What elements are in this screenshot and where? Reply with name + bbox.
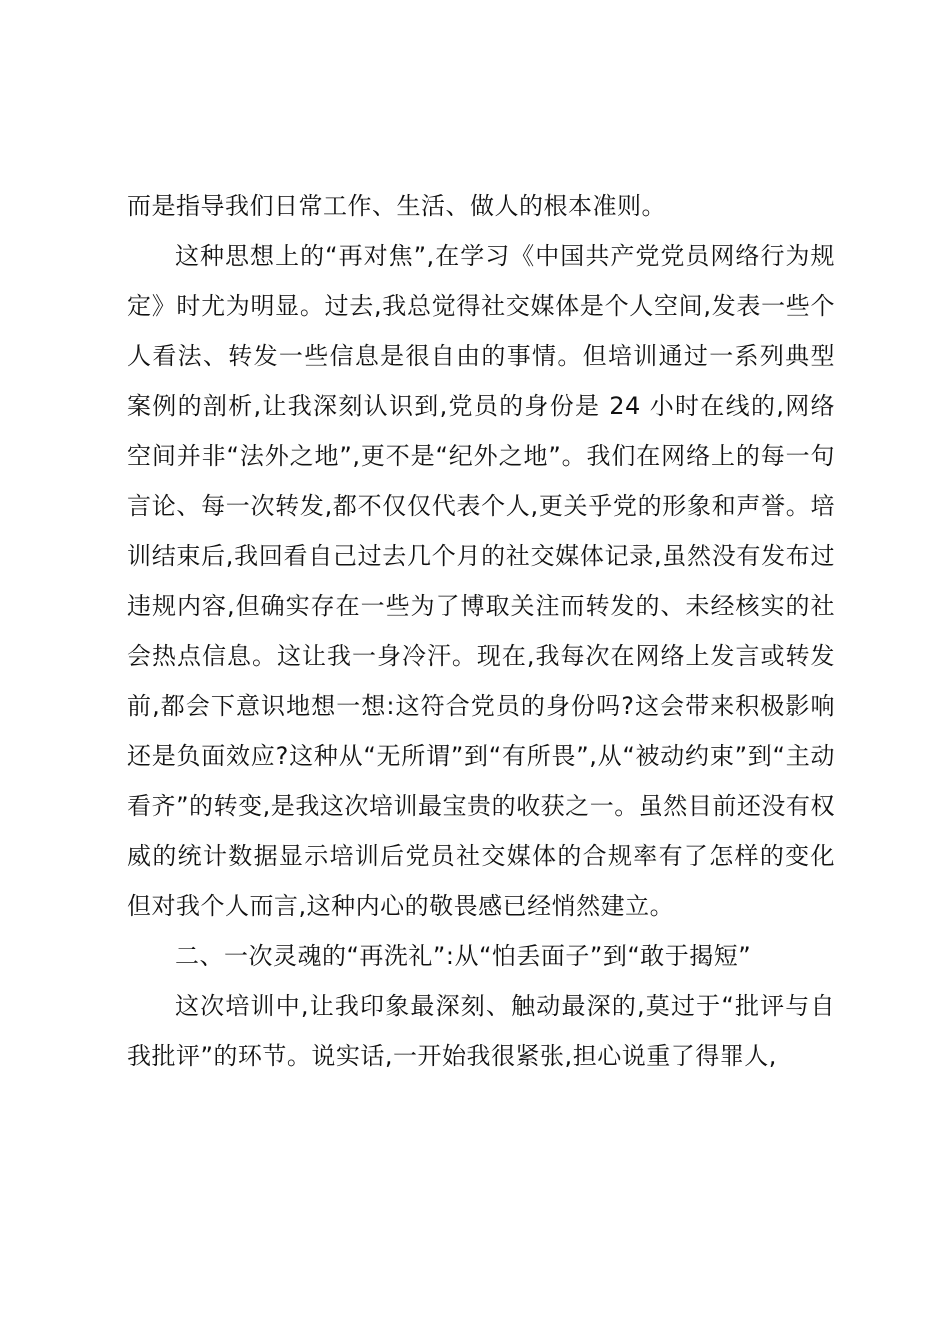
paragraph-continuation: 而是指导我们日常工作、生活、做人的根本准则。 [127,192,666,220]
paragraph-network-conduct: 这种思想上的“再对焦”,在学习《中国共产党党员网络行为规定》时尤为明显。过去,我总觉得社交媒体是个人空间,发表一些个人看法、转发一些信息是很自由的事情。但培训通过一系列典型案例的剖析,让我深刻认识到,党员的身份是 24 小时在线的,网络空间并非“法外之地”,更不是“纪外之地”。我们在网络上的每一句言论、每一次转发,都不仅仅代表个人,更关乎党的形象和声誉。培训结束后,我回看自己过去几个月的社交媒体记录,虽然没有发布过违规内容,但确实存在一些为了博取关注而转发的、未经核实的社会热点信息。这让我一身冷汗。现在,我每次在网络上发言或转发前,都会下意识地想一想:这符合党员的身份吗?这会带来积极影响还是负面效应?这种从“无所谓”到“有所畏”,从“被动约束”到“主动看齐”的转变,是我这次培训最宝贵的收获之一。虽然目前还没有权威的统计数据显示培训后党员社交媒体的合规率有了怎样的变化但对我个人而言,这种内心的敬畏感已经悄然建立。 [127,242,835,920]
paragraph-criticism: 这次培训中,让我印象最深刻、触动最深的,莫过于“批评与自我批评”的环节。说实话,一开始我很紧张,担心说重了得罪人, [127,992,835,1070]
section-heading-two: 二、一次灵魂的“再洗礼”:从“怕丢面子”到“敢于揭短” [175,942,752,970]
document-body [127,181,835,1081]
